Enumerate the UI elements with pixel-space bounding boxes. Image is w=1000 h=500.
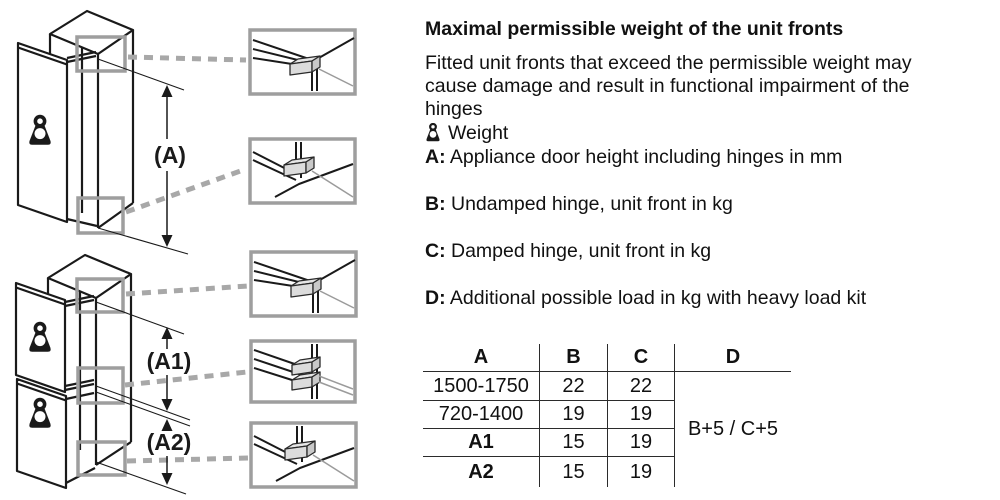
dimension-arrow-a1 [96, 302, 191, 426]
hinge-detail-box [250, 30, 355, 94]
dim-label-a: (A) [154, 142, 186, 168]
table-cell: 19 [608, 457, 675, 487]
table-cell: 1500-1750 [423, 372, 540, 401]
door-panel-lower [17, 379, 66, 488]
leader-dashed-line [126, 286, 248, 294]
table-cell: 22 [608, 372, 675, 401]
dimension-arrow-a [98, 59, 188, 254]
table-header-d: D [675, 344, 791, 372]
appliance-hinge-diagram [0, 0, 420, 500]
intro-paragraph [425, 52, 912, 121]
hinge-detail-box [251, 423, 356, 487]
legend-item-a [425, 146, 842, 169]
legend-weight [425, 122, 508, 145]
legend-text: Appliance door height including hinges in mm [449, 146, 843, 168]
table-cell: 22 [540, 372, 608, 401]
hinge-detail-box [251, 252, 356, 316]
lower-appliance-diagram [16, 252, 356, 494]
legend-key: C: [425, 240, 446, 262]
legend-item-b [425, 193, 733, 216]
legend-weight-label: Weight [448, 122, 509, 144]
table-cell-d-span: B+5 / C+5 [687, 418, 779, 440]
legend-key: A: [425, 146, 446, 168]
hinge-detail-box [250, 139, 355, 203]
legend-key: B: [425, 193, 446, 215]
table-cell: 720-1400 [423, 401, 540, 429]
page-title: Maximal permissible weight of the unit fronts [425, 18, 844, 41]
kettlebell-weight-icon [425, 123, 441, 142]
legend-item-c [425, 240, 711, 263]
leader-dashed-line [126, 169, 246, 212]
intro-line: Fitted unit fronts that exceed the permissible weight may [425, 52, 912, 74]
table-cell: 19 [608, 401, 675, 429]
door-panel-upper [16, 283, 65, 392]
table-header-c: C [608, 344, 675, 372]
door-panel [18, 43, 67, 222]
legend-item-d [425, 287, 866, 310]
table-cell: 15 [540, 429, 608, 457]
legend-key: D: [425, 287, 446, 309]
table-cell: A1 [423, 429, 540, 457]
upper-appliance-diagram [18, 11, 355, 254]
dim-label-a2: (A2) [146, 429, 192, 455]
table-header-b: B [540, 344, 608, 372]
table-cell: 19 [540, 401, 608, 429]
weight-spec-table [423, 344, 791, 487]
dim-label-a1: (A1) [146, 348, 192, 374]
leader-dashed-line [128, 57, 246, 60]
legend-text: Undamped hinge, unit front in kg [451, 193, 733, 215]
leader-dashed-line [127, 458, 248, 461]
legend-text: Additional possible load in kg with heavy load kit [449, 287, 867, 309]
legend-text: Damped hinge, unit front in kg [451, 240, 712, 262]
intro-line: hinges [425, 98, 483, 120]
hinge-detail-box [251, 341, 355, 402]
intro-line: cause damage and result in functional impairment of the [425, 75, 910, 97]
table-cell: 19 [608, 429, 675, 457]
table-header-a: A [423, 344, 540, 372]
table-cell: 15 [540, 457, 608, 487]
table-cell: A2 [423, 457, 540, 487]
